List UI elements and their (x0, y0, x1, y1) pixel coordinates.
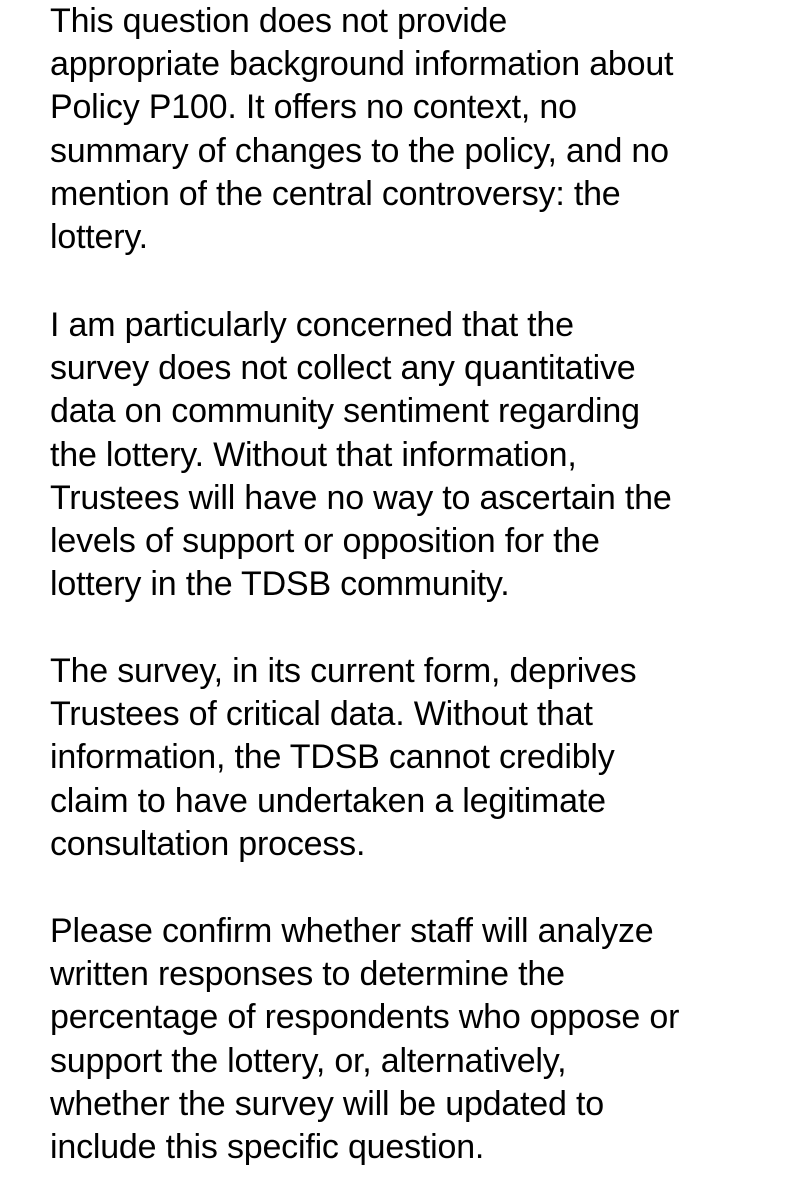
text-line: lottery. (50, 218, 148, 257)
text-line: percentage of respondents who oppose or (50, 998, 680, 1037)
text-line: Trustees will have no way to ascertain the (50, 478, 672, 517)
text-line: I am particularly concerned that the (50, 306, 574, 344)
text-line: mention of the central controversy: the (50, 174, 621, 213)
text-line: Policy P100. It offers no context, no (50, 88, 577, 127)
text-line: include this specific question. (50, 1128, 485, 1167)
text-line: survey does not collect any quantitative (50, 349, 636, 388)
text-line: appropriate background information about (50, 45, 674, 84)
paragraph-quantitative-data-concern (50, 304, 672, 606)
text-line: Trustees of critical data. Without that (50, 695, 593, 734)
text-line: data on community sentiment regarding (50, 392, 640, 431)
text-line: consultation process. (50, 824, 366, 863)
paragraph-background-info (50, 0, 673, 259)
text-line: whether the survey will be updated to (50, 1084, 604, 1123)
text-line: written responses to determine the (50, 955, 565, 994)
paragraph-consultation-process (50, 650, 636, 866)
text-line: information, the TDSB cannot credibly (50, 738, 615, 777)
text-line: This question does not provide (50, 2, 508, 40)
text-line: levels of support or opposition for the (50, 522, 600, 561)
text-line: Please confirm whether staff will analyze (50, 912, 654, 950)
text-line: support the lottery, or, alternatively, (50, 1041, 567, 1080)
text-line: lottery in the TDSB community. (50, 565, 510, 604)
text-line: claim to have undertaken a legitimate (50, 781, 606, 820)
text-line: the lottery. Without that information, (50, 435, 577, 474)
paragraph-confirmation-request (50, 910, 679, 1169)
text-line: The survey, in its current form, deprives (50, 652, 637, 690)
text-line: summary of changes to the policy, and no (50, 131, 669, 170)
